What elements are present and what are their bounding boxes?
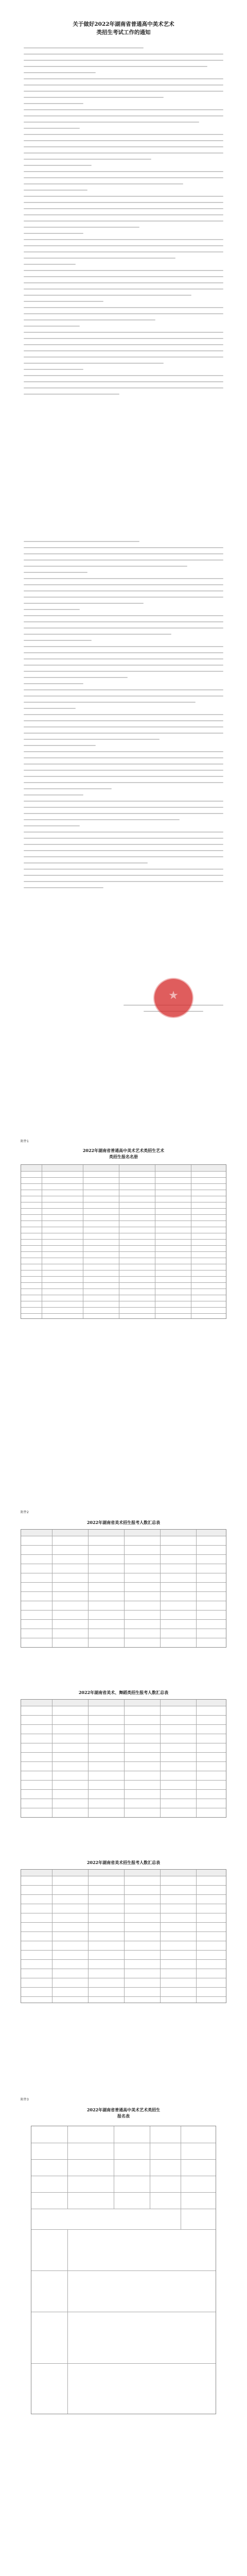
attachment1-title-line1: 2022年湖南省普通高中美术艺术类招生艺术	[82, 1148, 165, 1153]
summary-table-1	[21, 1529, 226, 1648]
table2-title: 2022年湖南省美术、舞蹈类招生报考人数汇总表	[78, 1690, 169, 1695]
official-seal-icon	[154, 979, 192, 1017]
notice-title-line1: 关于做好2022年湖南省普通高中美术艺术	[73, 21, 174, 27]
attachment2-page	[0, 1504, 247, 2081]
notice-page	[0, 0, 247, 1123]
notice-body-block-1	[24, 47, 223, 400]
table-header-row	[21, 1165, 226, 1171]
summary-table-3	[21, 1869, 226, 2003]
registration-roster-table	[21, 1164, 226, 1319]
attachment3-title-line1: 2022年湖南省普通高中美术艺术类招生	[86, 2107, 161, 2112]
attachment3-label: 附件3	[21, 2098, 29, 2102]
attachment1-page	[0, 1133, 247, 1494]
table3-title: 2022年湖南省美术招生报考人数汇总表	[86, 1860, 161, 1865]
attachment2-label: 附件2	[21, 1511, 29, 1514]
attachment3-title-line2: 报名表	[117, 2113, 130, 2119]
notice-title-line2: 类招生考试工作的通知	[96, 29, 151, 36]
attachment3-page	[0, 2092, 247, 2576]
table1-title: 2022年湖南省美术招生报考人数汇总表	[86, 1520, 161, 1525]
notice-body-block-2	[24, 541, 223, 893]
notice-closing-block	[24, 1005, 223, 1017]
registration-form-table	[31, 2126, 216, 2414]
summary-table-2	[21, 1699, 226, 1818]
attachment1-title-line2: 类招生报名名册	[109, 1154, 138, 1159]
attachment1-label: 附件1	[21, 1140, 29, 1143]
